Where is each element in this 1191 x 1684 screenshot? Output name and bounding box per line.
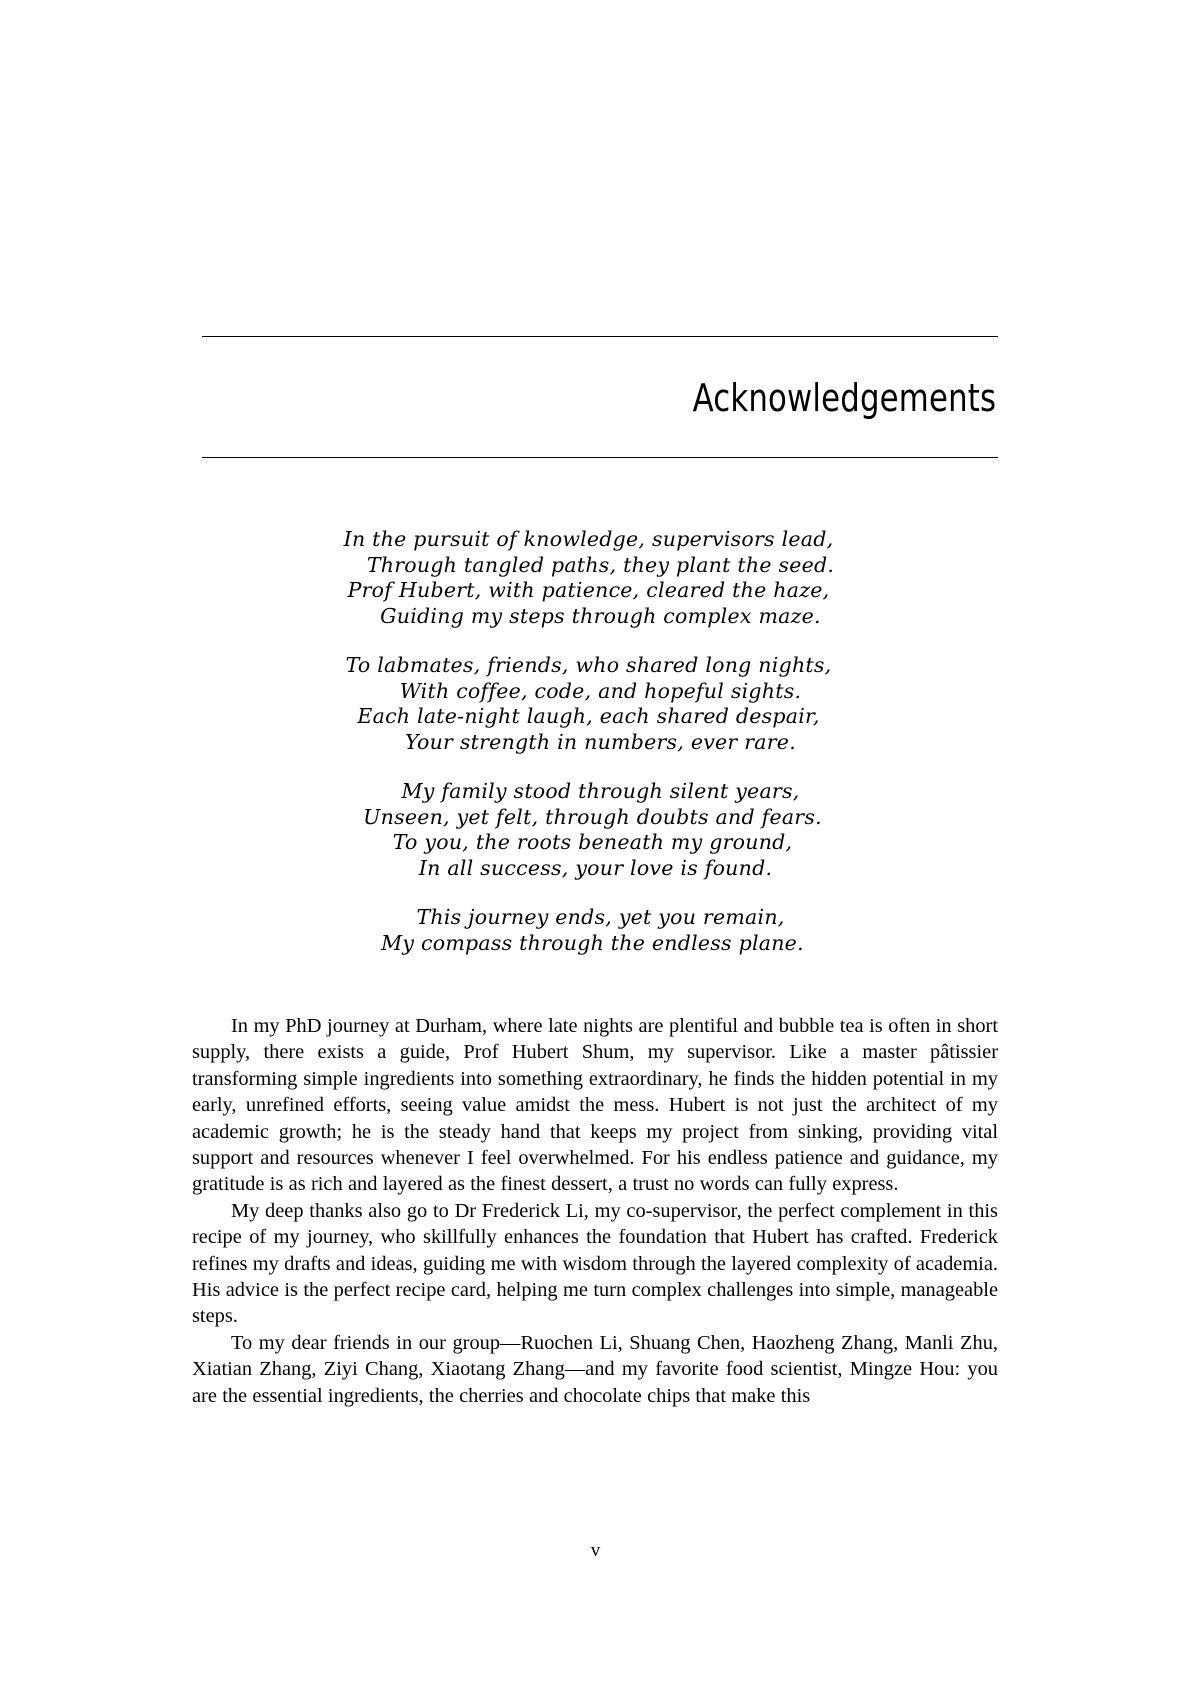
poem-line: Guiding my steps through complex maze.: [380, 603, 821, 628]
chapter-rule-bottom: [202, 457, 998, 458]
dedication-poem: [0, 527, 1191, 956]
poem-line: To you, the roots beneath my ground,: [392, 830, 793, 854]
poem-line: Your strength in numbers, ever rare.: [405, 729, 796, 754]
poem-line: Prof Hubert, with patience, cleared the haze,: [347, 578, 830, 602]
poem-line: In all success, your love is found.: [418, 855, 773, 880]
poem-line: Through tangled paths, they plant the seed.: [366, 552, 835, 577]
poem-stanza: [0, 653, 1191, 755]
body-paragraph: In my PhD journey at Durham, where late nights are plentiful and bubble tea is often in short supply, there exists a guide, Prof Hubert Shum, my supervisor. Like a master pâtissier transforming simple ingredients into something extraordinary, he finds the hidden potential in my early, unrefined efforts, seeing value amidst the mess. Hubert is not just the architect of my academic growth; he is the steady hand that keeps my project from sinking, providing vital support and resources whenever I feel overwhelmed. For his endless patience and guidance, my gratitude is as rich and layered as the finest dessert, a trust no words can fully express.: [192, 1015, 998, 1196]
page-number: v: [590, 1540, 601, 1561]
poem-stanza: [0, 527, 1191, 629]
acknowledgements-body: [192, 1013, 998, 1409]
poem-line: This journey ends, yet you remain,: [416, 905, 785, 929]
poem-line: My family stood through silent years,: [401, 779, 800, 803]
poem-line: With coffee, code, and hopeful sights.: [399, 678, 802, 703]
page-title: Acknowledgements: [692, 376, 997, 420]
poem-line: Each late-night laugh, each shared despair,: [357, 704, 820, 728]
body-paragraph: My deep thanks also go to Dr Frederick Li, my co-supervisor, the perfect complement in this recipe of my journey, who skillfully enhances the foundation that Hubert has crafted. Frederick refines my drafts and ideas, guiding me with wisdom through the layered complexity of academia. His advice is the perfect recipe card, helping me turn complex challenges into simple, manageable steps.: [192, 1199, 998, 1328]
poem-line: To labmates, friends, who shared long nights,: [345, 653, 832, 677]
poem-stanza: [0, 779, 1191, 881]
poem-line: My compass through the endless plane.: [381, 930, 804, 955]
chapter-header-block: [202, 336, 998, 458]
poem-stanza: [0, 905, 1191, 956]
body-paragraph: To my dear friends in our group—Ruochen Li, Shuang Chen, Haozheng Zhang, Manli Zhu, Xiatian Zhang, Ziyi Chang, Xiaotang Zhang—and my favorite food scientist, Mingze Hou: you are the essential ingredients, the cherries and chocolate chips that make this: [192, 1331, 998, 1407]
poem-line: In the pursuit of knowledge, supervisors lead,: [343, 527, 834, 551]
poem-line: Unseen, yet felt, through doubts and fears.: [363, 804, 822, 829]
